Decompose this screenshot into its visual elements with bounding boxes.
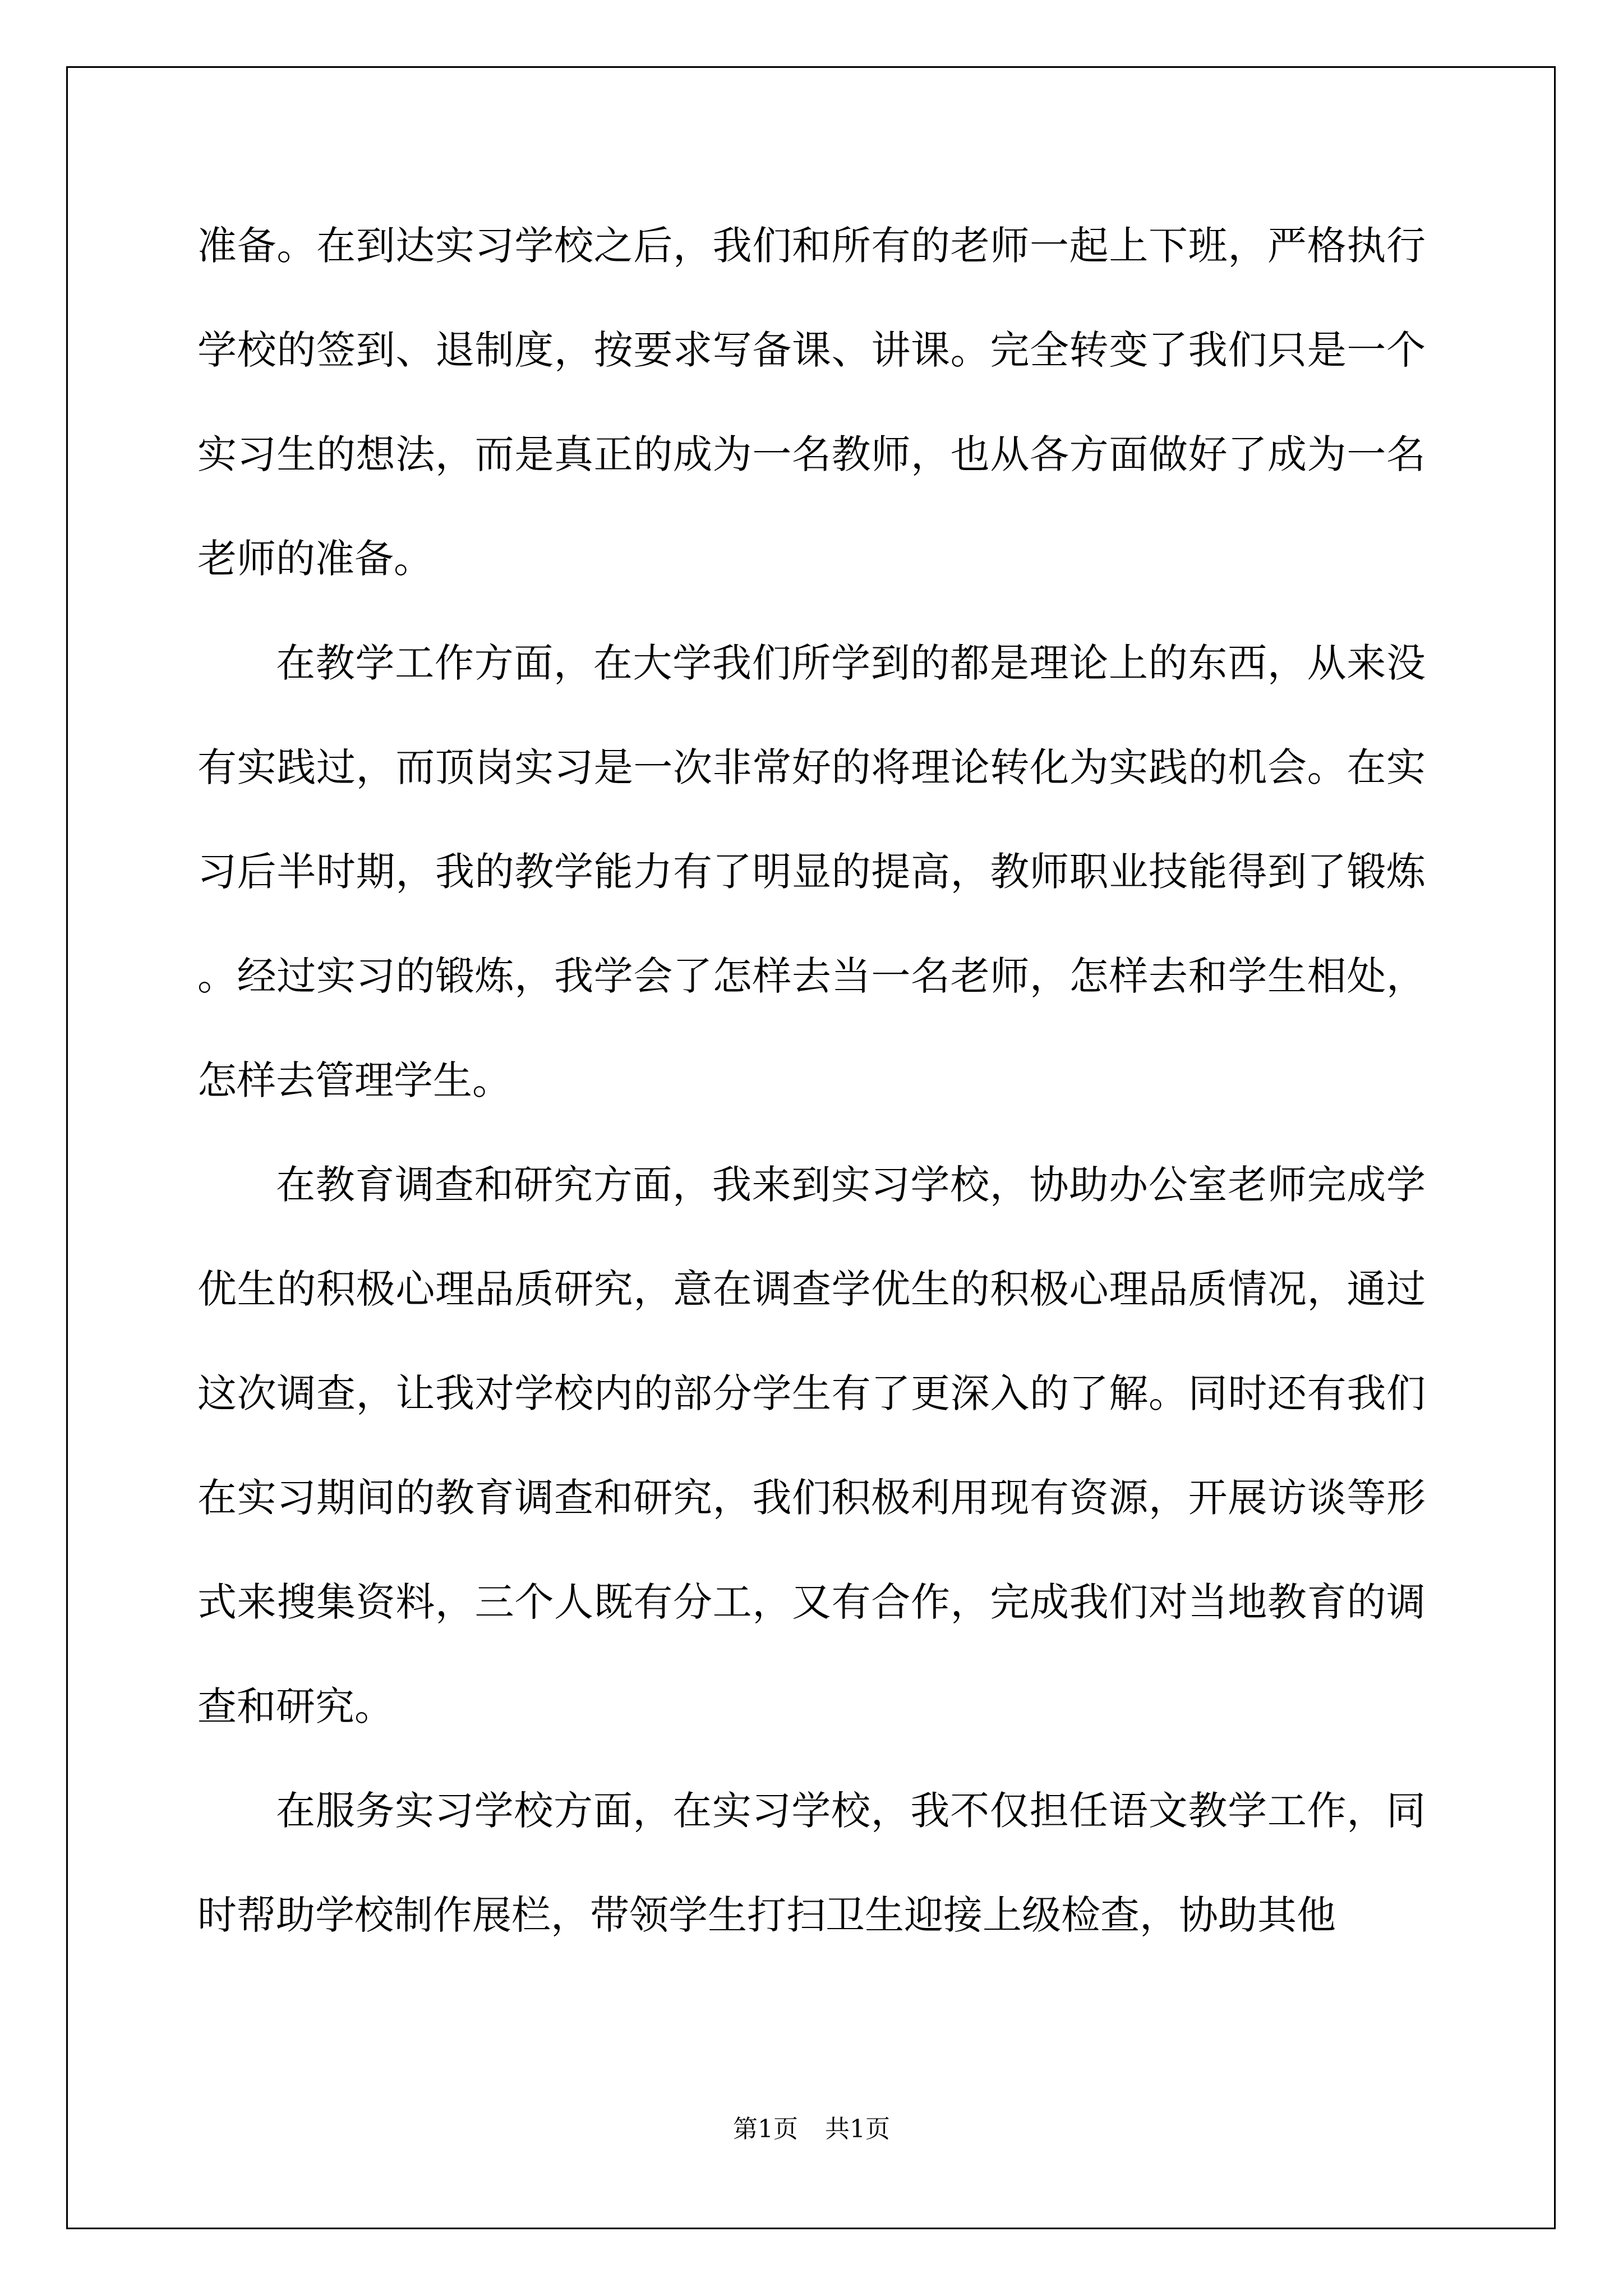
- page-number-total: 共1页: [825, 2115, 890, 2143]
- document-body: [197, 194, 1426, 1967]
- page-footer: [0, 2113, 1623, 2146]
- paragraph-4: 在服务实习学校方面，在实习学校，我不仅担任语文教学工作，同时帮助学校制作展栏，带领学生打扫卫生迎接上级检查，协助其他: [197, 1788, 1426, 1938]
- page-number-current: 第1页: [733, 2115, 798, 2143]
- paragraph-2: 在教学工作方面，在大学我们所学到的都是理论上的东西，从来没有实践过，而顶岗实习是一次非常好的将理论转化为实践的机会。在实习后半时期，我的教学能力有了明显的提高，教师职业技能得到了锻炼。经过实习的锻炼，我学会了怎样去当一名老师，怎样去和学生相处，怎样去管理学生。: [197, 640, 1426, 1103]
- paragraph-3: 在教育调查和研究方面，我来到实习学校，协助办公室老师完成学优生的积极心理品质研究，意在调查学优生的积极心理品质情况，通过这次调查，让我对学校内的部分学生有了更深入的了解。同时还有我们在实习期间的教育调查和研究，我们积极利用现有资源，开展访谈等形式来搜集资料，三个人既有分工，又有合作，完成我们对当地教育的调查和研究。: [197, 1162, 1426, 1729]
- paragraph-1: 准备。在到达实习学校之后，我们和所有的老师一起上下班，严格执行学校的签到、退制度，按要求写备课、讲课。完全转变了我们只是一个实习生的想法，而是真正的成为一名教师，也从各方面做好了成为一名老师的准备。: [197, 223, 1426, 582]
